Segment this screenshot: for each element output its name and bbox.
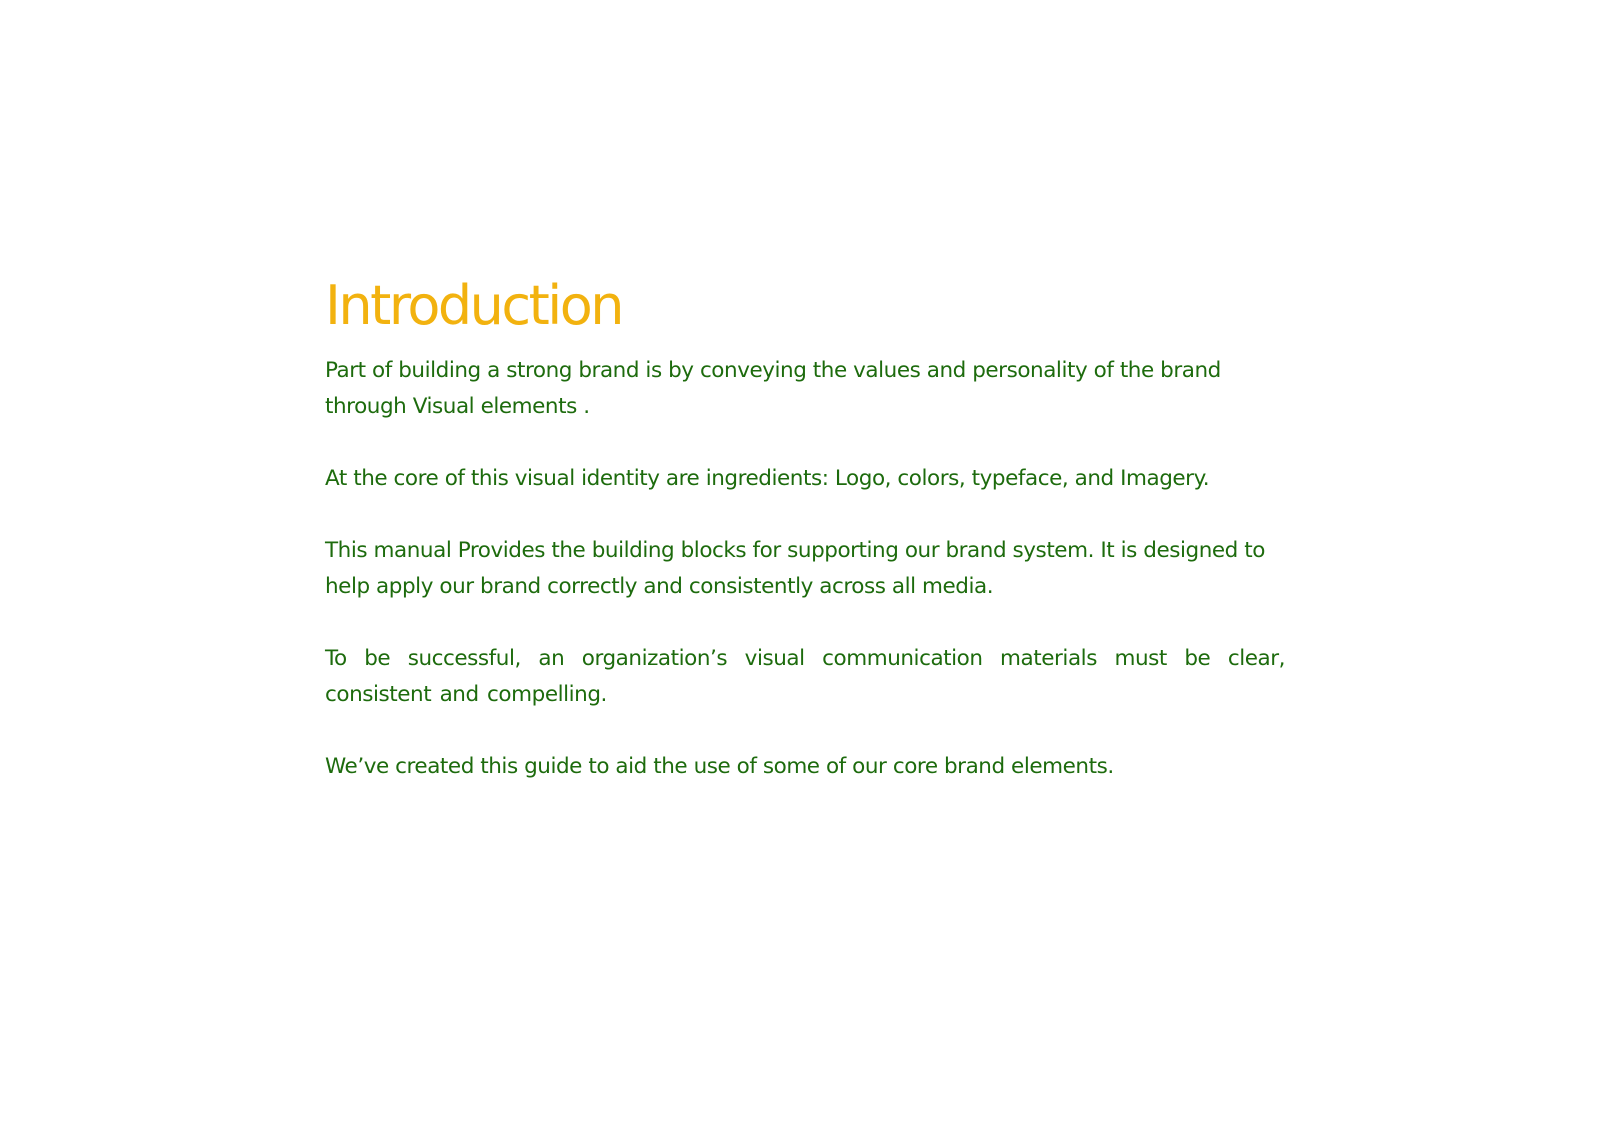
intro-paragraph-4: To be successful, an organization’s visual communication materials must be clear, consistent and compelling. bbox=[325, 646, 1285, 707]
page-title: Introduction bbox=[325, 274, 623, 337]
intro-paragraph-3: This manual Provides the building blocks for supporting our brand system. It is designed to help apply our brand correctly and consistently across all media. bbox=[325, 538, 1265, 599]
intro-paragraph-1: Part of building a strong brand is by conveying the values and personality of the brand through Visual elements . bbox=[325, 358, 1221, 419]
intro-paragraph-5: We’ve created this guide to aid the use of some of our core brand elements. bbox=[325, 754, 1114, 779]
introduction-section bbox=[325, 274, 1285, 785]
intro-paragraph-2: At the core of this visual identity are ingredients: Logo, colors, typeface, and Imagery. bbox=[325, 466, 1210, 491]
